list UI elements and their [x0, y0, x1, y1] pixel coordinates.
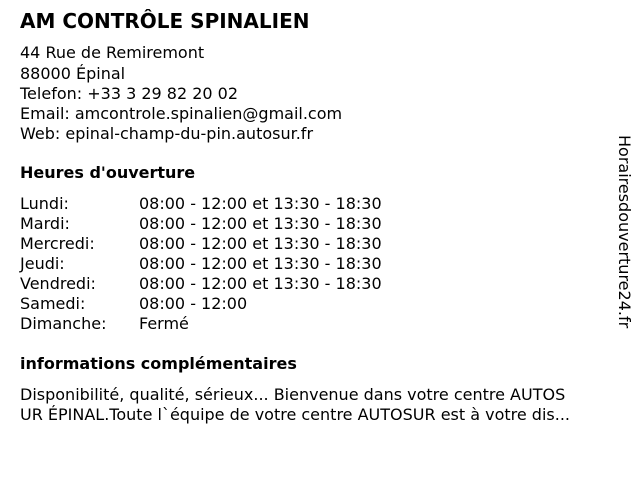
address-city: 88000 Épinal — [20, 64, 126, 83]
hours-time-wednesday: 08:00 - 12:00 et 13:30 - 18:30 — [139, 234, 382, 253]
hours-day-wednesday: Mercredi: — [20, 234, 95, 253]
web-line: Web: epinal-champ-du-pin.autosur.fr — [20, 124, 314, 143]
hours-heading: Heures d'ouverture — [20, 163, 196, 182]
hours-time-friday: 08:00 - 12:00 et 13:30 - 18:30 — [139, 274, 382, 293]
hours-day-friday: Vendredi: — [20, 274, 96, 293]
hours-time-thursday: 08:00 - 12:00 et 13:30 - 18:30 — [139, 254, 382, 273]
hours-day-monday: Lundi: — [20, 194, 69, 213]
email-line: Email: amcontrole.spinalien@gmail.com — [20, 104, 343, 123]
hours-time-monday: 08:00 - 12:00 et 13:30 - 18:30 — [139, 194, 382, 213]
hours-time-tuesday: 08:00 - 12:00 et 13:30 - 18:30 — [139, 214, 382, 233]
info-text-line-2: UR ÉPINAL.Toute l`équipe de votre centre AUTOSUR est à votre dis... — [20, 405, 570, 424]
info-heading: informations complémentaires — [20, 354, 297, 373]
address-street: 44 Rue de Remiremont — [20, 43, 205, 62]
phone-line: Telefon: +33 3 29 82 20 02 — [20, 84, 239, 103]
hours-day-tuesday: Mardi: — [20, 214, 70, 233]
hours-day-saturday: Samedi: — [20, 294, 86, 313]
hours-time-saturday: 08:00 - 12:00 — [139, 294, 248, 313]
hours-time-sunday: Fermé — [139, 314, 189, 333]
site-watermark: Horairesdouverture24.fr — [615, 135, 634, 329]
hours-day-thursday: Jeudi: — [20, 254, 65, 273]
hours-day-sunday: Dimanche: — [20, 314, 107, 333]
info-text-line-1: Disponibilité, qualité, sérieux... Bienvenue dans votre centre AUTOS — [20, 385, 566, 404]
business-name: AM CONTRÔLE SPINALIEN — [20, 9, 310, 33]
